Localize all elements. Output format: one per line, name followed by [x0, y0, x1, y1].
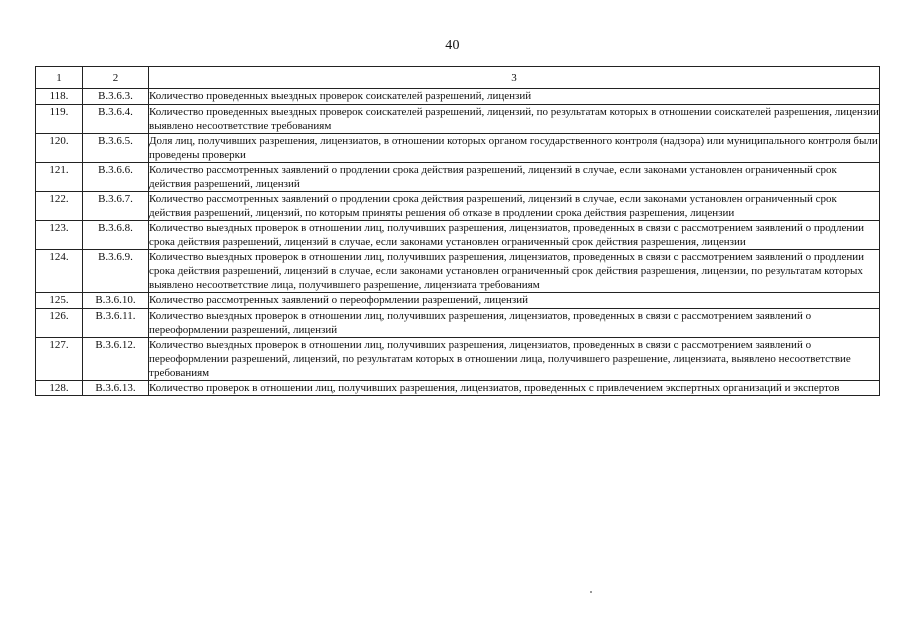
row-number: 124.	[36, 250, 83, 293]
table-row	[36, 134, 880, 163]
row-code: В.3.6.11.	[83, 309, 149, 338]
row-number: 126.	[36, 309, 83, 338]
row-code: В.3.6.9.	[83, 250, 149, 293]
row-number: 127.	[36, 338, 83, 381]
table-header-row	[36, 67, 880, 89]
row-code: В.3.6.13.	[83, 381, 149, 396]
row-description: Количество рассмотренных заявлений о переоформлении разрешений, лицензий	[149, 293, 880, 309]
row-description: Доля лиц, получивших разрешения, лицензиатов, в отношении которых органом государственного контроля (надзора) или муниципального контроля были проведены проверки	[149, 135, 878, 161]
row-number: 118.	[36, 89, 83, 105]
row-code: В.3.6.12.	[83, 338, 149, 381]
row-description: Количество выездных проверок в отношении лиц, получивших разрешения, лицензиатов, проведенных в связи с рассмотрением заявлений о переоформлении разрешений, лицензий, по результатам которых в отношении лица, получившего разрешение, лицензиата, выявлено несоответствие требованиям	[149, 338, 880, 381]
row-number: 120.	[36, 134, 83, 163]
row-code: В.3.6.6.	[83, 163, 149, 192]
row-description: Количество выездных проверок в отношении лиц, получивших разрешения, лицензиатов, проведенных в связи с рассмотрением заявлений о переоформлении разрешений, лицензий	[149, 309, 880, 338]
row-number: 119.	[36, 105, 83, 134]
row-number: 125.	[36, 293, 83, 309]
table-row	[36, 309, 880, 338]
row-number: 122.	[36, 192, 83, 221]
row-code: В.3.6.5.	[83, 134, 149, 163]
table-row	[36, 89, 880, 105]
row-code: В.3.6.3.	[83, 89, 149, 105]
table-row	[36, 381, 880, 396]
row-description: Количество выездных проверок в отношении лиц, получивших разрешения, лицензиатов, проведенных в связи с рассмотрением заявлений о продлении срока действия разрешений, лицензий в случае, если законами установлен ограниченный срок действия разрешения, лицензии	[149, 221, 880, 250]
row-description: Количество проведенных выездных проверок соискателей разрешений, лицензий, по результатам которых в отношении соискателей разрешения, лицензии выявлено несоответствие требованиям	[149, 106, 879, 132]
row-description: Количество проверок в отношении лиц, получивших разрешения, лицензиатов, проведенных с привлечением экспертных организаций и экспертов	[149, 381, 880, 396]
row-number: 128.	[36, 381, 83, 396]
column-header-2: 2	[83, 67, 149, 89]
row-description: Количество проведенных выездных проверок соискателей разрешений, лицензий	[149, 89, 880, 105]
row-description: Количество рассмотренных заявлений о продлении срока действия разрешений, лицензий в случае, если законами установлен ограниченный срок действия разрешений, лицензий	[149, 163, 880, 192]
scan-speck	[590, 591, 592, 593]
table-row	[36, 105, 880, 134]
row-description: Количество рассмотренных заявлений о продлении срока действия разрешений, лицензий в случае, если законами установлен ограниченный срок действия разрешений, лицензий, по которым приняты решения об отказе в продлении срока действия разрешения, лицензии	[149, 192, 880, 221]
table-row	[36, 338, 880, 381]
table-row	[36, 192, 880, 221]
indicator-table	[35, 66, 880, 396]
table-row	[36, 293, 880, 309]
column-header-1: 1	[36, 67, 83, 89]
row-number: 123.	[36, 221, 83, 250]
row-description: Количество выездных проверок в отношении лиц, получивших разрешения, лицензиатов, проведенных в связи с рассмотрением заявлений о продлении срока действия разрешений, лицензий в случае, если законами установлен ограниченный срок действия разрешения, лицензии, по результатам которых выявлено несоответствие лица, получившего разрешение, лицензиата требованиям	[149, 250, 880, 293]
row-code: В.3.6.4.	[83, 105, 149, 134]
table-row	[36, 221, 880, 250]
row-number: 121.	[36, 163, 83, 192]
row-code: В.3.6.7.	[83, 192, 149, 221]
row-code: В.3.6.8.	[83, 221, 149, 250]
row-code: В.3.6.10.	[83, 293, 149, 309]
table-row	[36, 163, 880, 192]
page-number: 40	[445, 38, 460, 53]
table-row	[36, 250, 880, 293]
column-header-3: 3	[149, 67, 880, 89]
